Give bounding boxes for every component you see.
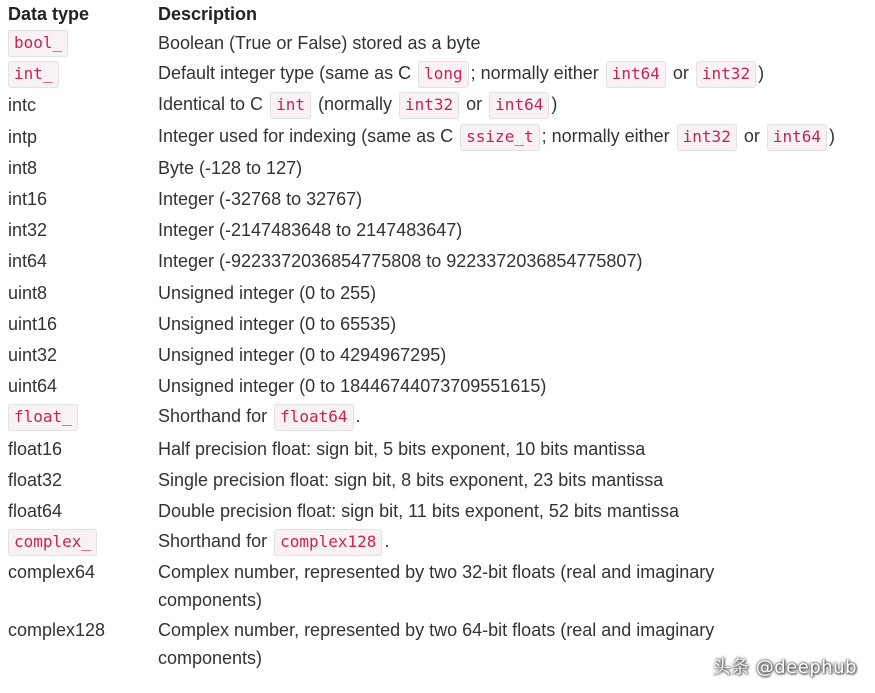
table-row [8,309,870,340]
inline-code: float64 [274,404,353,431]
dtype-name-cell [8,529,158,556]
description-text: ; normally either [470,63,604,84]
inline-code: int32 [696,61,756,88]
table-row [8,28,870,59]
description-text: Single precision float: sign bit, 8 bits exponent, 23 bits mantissa [158,469,664,490]
inline-code: int32 [677,124,737,151]
description-text: or [667,63,694,84]
dtype-table [8,0,870,674]
dtype-name-cell [8,220,158,241]
dtype-name-cell [8,127,158,148]
description-text: Shorthand for [158,406,273,427]
dtype-name-cell [8,95,158,116]
table-row [8,215,870,246]
dtype-description-cell [158,529,870,556]
header-data-type: Data type [8,3,90,24]
table-row [8,558,870,616]
dtype-description-cell [158,616,768,672]
dtype-name-cell [8,30,158,57]
dtype-description-cell [158,439,870,460]
dtype-name: intp [8,126,38,147]
description-text: Shorthand for [158,531,273,552]
dtype-name-cell [8,404,158,431]
table-body [8,28,870,674]
description-text: Byte (-128 to 127) [158,157,303,178]
dtype-name-cell [8,558,158,586]
dtype-name: int8 [8,157,38,178]
dtype-description-cell [158,61,870,88]
description-text: Integer (-32768 to 32767) [158,189,363,210]
dtype-name: complex64 [8,562,96,583]
description-text: Unsigned integer (0 to 4294967295) [158,344,447,365]
dtype-description-cell [158,314,870,335]
dtype-name-cell [8,376,158,397]
inline-code: int64 [489,92,549,119]
table-row [8,246,870,277]
description-text: (normally [312,94,397,115]
dtype-name-cell [8,189,158,210]
dtype-name: float16 [8,438,63,459]
description-text: Integer used for indexing (same as C [158,125,459,146]
dtype-name: float32 [8,469,63,490]
dtype-description-cell [158,189,870,210]
dtype-name-code: float_ [8,404,78,431]
dtype-name-cell [8,501,158,522]
table-row [8,122,870,153]
dtype-description-cell [158,404,870,431]
dtype-description-cell [158,220,870,241]
description-text: Double precision float: sign bit, 11 bits exponent, 52 bits mantissa [158,500,679,521]
dtype-name: int32 [8,220,48,241]
table-row [8,59,870,90]
dtype-name-cell [8,345,158,366]
dtype-name-cell [8,61,158,88]
dtype-name: uint16 [8,313,58,334]
table-row [8,371,870,402]
dtype-name-code: int_ [8,61,59,88]
table-row [8,90,870,121]
table-row [8,402,870,433]
dtype-name-cell [8,470,158,491]
description-text: . [355,406,361,427]
description-text: Identical to C [158,94,269,115]
description-text: Integer (-2147483648 to 2147483647) [158,220,463,241]
description-text: . [384,531,390,552]
table-row [8,433,870,464]
description-text: ; normally either [541,125,675,146]
description-text: Unsigned integer (0 to 65535) [158,313,397,334]
inline-code: int32 [399,92,459,119]
description-text: ) [758,63,765,84]
dtype-name: intc [8,95,37,116]
dtype-name-cell [8,314,158,335]
dtype-description-cell [158,158,870,179]
dtype-name: complex128 [8,620,106,641]
inline-code: complex128 [274,529,382,556]
dtype-name: int64 [8,251,48,272]
table-row [8,184,870,215]
dtype-name: uint8 [8,282,48,303]
dtype-description-cell [158,558,768,614]
dtype-name-cell [8,283,158,304]
dtype-name-cell [8,158,158,179]
description-text: or [738,125,765,146]
table-header [8,0,870,28]
header-description: Description [158,3,258,24]
dtype-name: int16 [8,189,48,210]
dtype-description-cell [158,124,870,151]
description-text: Unsigned integer (0 to 255) [158,282,377,303]
table-row [8,465,870,496]
description-text: ) [551,94,558,115]
dtype-name: float64 [8,500,63,521]
description-text: Half precision float: sign bit, 5 bits exponent, 10 bits mantissa [158,438,646,459]
inline-code: int [270,92,311,119]
inline-code: long [418,61,469,88]
table-row [8,278,870,309]
dtype-name-cell [8,439,158,460]
description-text: or [461,94,488,115]
table-row [8,496,870,527]
dtype-name-code: bool_ [8,30,68,57]
description-text: ) [829,125,836,146]
description-text: Integer (-9223372036854775808 to 9223372036854775807) [158,251,643,272]
dtype-description-cell [158,251,870,272]
dtype-description-cell [158,501,870,522]
description-text: Default integer type (same as C [158,63,417,84]
dtype-description-cell [158,283,870,304]
table-row [8,153,870,184]
dtype-description-cell [158,33,870,54]
inline-code: ssize_t [460,124,539,151]
dtype-name-code: complex_ [8,529,97,556]
watermark: 头条 @deephub [712,657,857,678]
dtype-description-cell [158,92,870,119]
description-text: Boolean (True or False) stored as a byte [158,33,481,54]
dtype-name-cell [8,616,158,644]
dtype-name: uint64 [8,376,58,397]
dtype-description-cell [158,470,870,491]
dtype-description-cell [158,376,870,397]
table-row [8,340,870,371]
table-row [8,527,870,558]
description-text: Unsigned integer (0 to 18446744073709551615) [158,376,547,397]
inline-code: int64 [767,124,827,151]
dtype-name-cell [8,251,158,272]
description-text: Complex number, represented by two 64-bit floats (real and imaginary components) [158,620,715,669]
dtype-description-cell [158,345,870,366]
dtype-name: uint32 [8,344,58,365]
description-text: Complex number, represented by two 32-bit floats (real and imaginary components) [158,562,715,611]
inline-code: int64 [606,61,666,88]
